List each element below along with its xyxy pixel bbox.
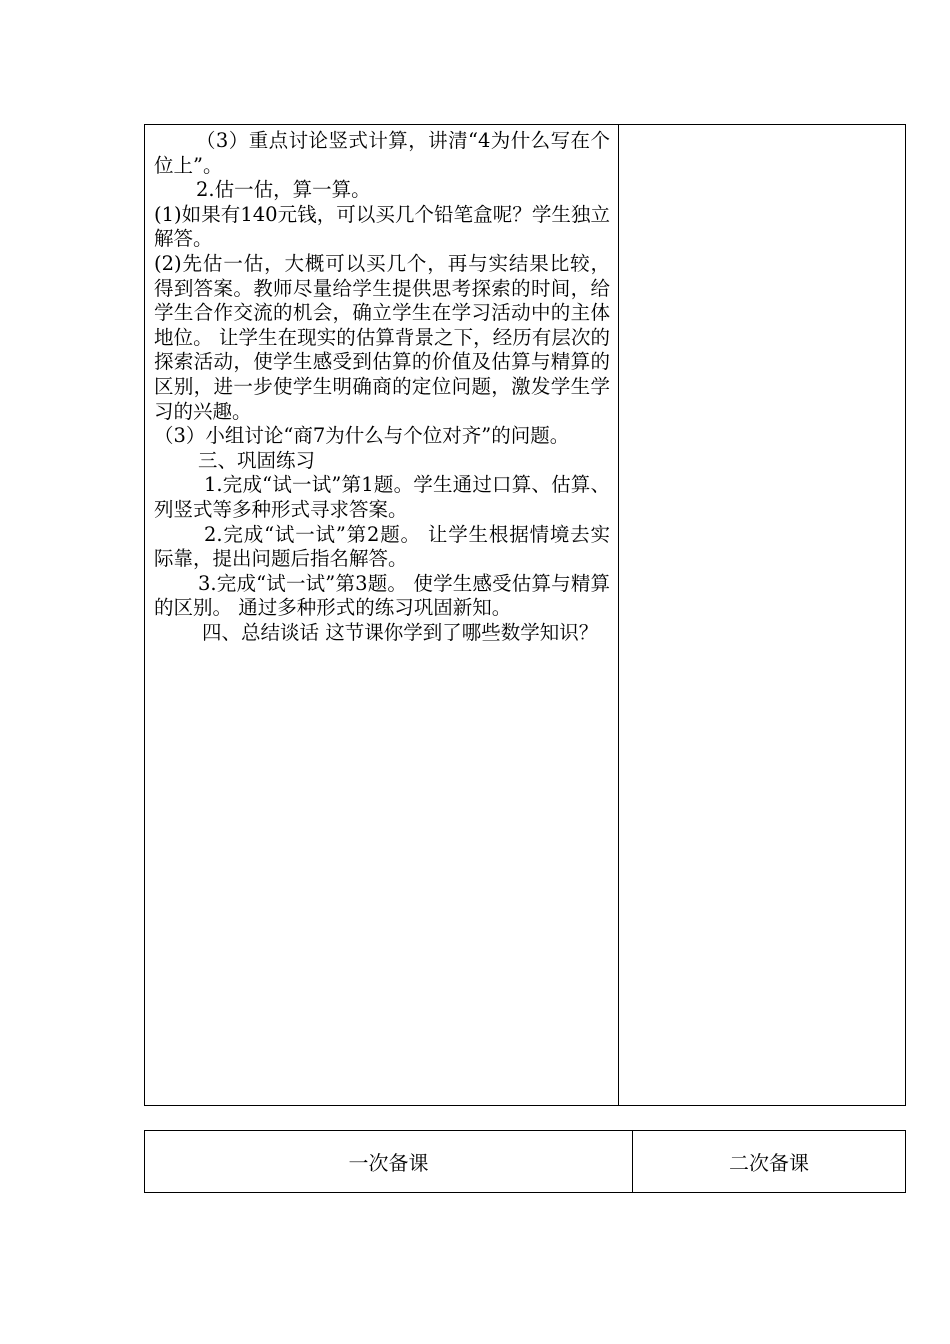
section-heading: 三、巩固练习 bbox=[198, 448, 316, 472]
lesson-paragraph: 2.完成“试一试”第2题。 让学生根据情境去实际靠，提出问题后指名解答。 bbox=[154, 522, 610, 571]
section-heading: 四、总结谈话 这节课你学到了哪些数学知识？ bbox=[202, 620, 599, 644]
first-prep-header: 一次备课 bbox=[145, 1131, 633, 1192]
prep-table bbox=[144, 1130, 906, 1193]
lesson-paragraph: 3.完成“试一试”第3题。 使学生感受估算与精算的区别。 通过多种形式的练习巩固新知。 bbox=[154, 571, 610, 620]
lesson-paragraph: 1.完成“试一试”第1题。学生通过口算、估算、列竖式等多种形式寻求答案。 bbox=[154, 473, 610, 521]
notes-cell bbox=[619, 125, 905, 1105]
lesson-paragraph: (1)如果有140元钱，可以买几个铅笔盒呢？学生独立解答。 bbox=[154, 202, 610, 251]
lesson-content-cell bbox=[145, 125, 619, 1105]
lesson-paragraph: （3）小组讨论“商7为什么与个位对齐”的问题。 bbox=[154, 424, 570, 448]
second-prep-header: 二次备课 bbox=[729, 1151, 809, 1175]
lesson-paragraph: (2)先估一估，大概可以买几个，再与实结果比较，得到答案。教师尽量给学生提供思考探索的时间，给学生合作交流的机会，确立学生在学习活动中的主体地位。 让学生在现实的估算背景之下，经历有层次的探索活动，使学生感受到估算的价值及估算与精算的区别，进一步使学生明确商的定位问题，激发学生学习的兴趣。 bbox=[154, 251, 610, 423]
lesson-table bbox=[144, 124, 906, 1106]
lesson-paragraph: 2.估一估，算一算。 bbox=[196, 178, 371, 202]
lesson-paragraph: （3）重点讨论竖式计算，讲清“4为什么写在个位上”。 bbox=[154, 129, 610, 177]
